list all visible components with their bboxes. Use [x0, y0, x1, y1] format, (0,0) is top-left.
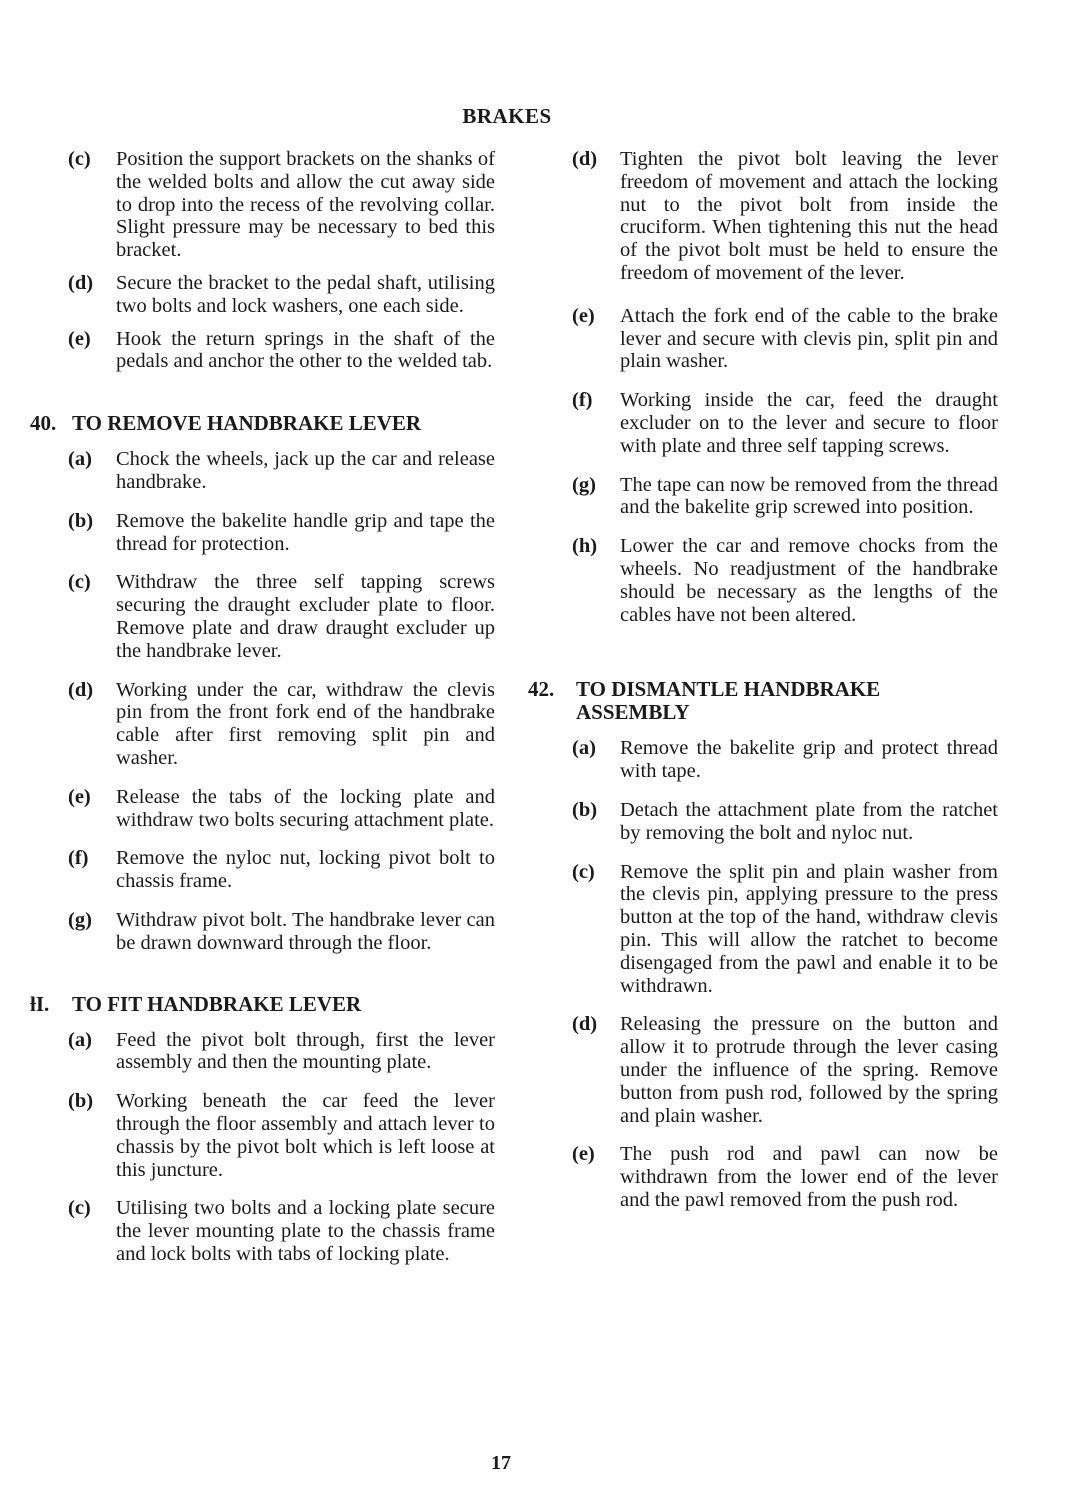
item-letter: (e): [68, 785, 91, 808]
item-text: Secure the bracket to the pedal shaft, utilising two bolts and lock washers, one each side.: [116, 271, 495, 317]
item-letter: (c): [572, 860, 595, 883]
list-item: [30, 571, 495, 662]
item-text: Detach the attachment plate from the ratchet by removing the bolt and nyloc nut.: [620, 798, 998, 844]
item-letter: (c): [68, 571, 91, 594]
list-item: [528, 1013, 998, 1127]
item-letter: (g): [68, 908, 92, 931]
section-title: TO DISMANTLE HANDBRAKE: [576, 677, 881, 702]
list-item: [30, 1197, 495, 1265]
item-letter: (d): [68, 271, 94, 294]
section-heading: [30, 993, 495, 1016]
section-title: TO FIT HANDBRAKE LEVER: [72, 991, 362, 1016]
item-letter: (h): [572, 535, 598, 558]
item-text: The tape can now be removed from the thread and the bakelite grip screwed into position.: [620, 473, 998, 519]
list-item: [30, 786, 495, 832]
item-letter: (f): [572, 389, 593, 412]
item-letter: (d): [572, 1013, 598, 1036]
section-title-continued: ASSEMBLY: [576, 700, 690, 725]
right-column: [528, 148, 998, 1212]
item-text: Position the support brackets on the shanks of the welded bolts and allow the cut away side to drop into the recess of the revolving collar. Slight pressure may be necessary to bed this bracket.: [116, 148, 495, 262]
list-item: [30, 679, 495, 770]
list-item: [528, 535, 998, 626]
list-item: [528, 474, 998, 520]
item-text: The push rod and pawl can now be withdrawn from the lower end of the lever and the pawl removed from the push rod.: [620, 1143, 998, 1211]
item-text: Release the tabs of the locking plate and withdraw two bolts securing attachment plate.: [116, 785, 495, 831]
item-text: Remove the split pin and plain washer from the clevis pin, applying pressure to the press button at the top of the hand, withdraw clevis pin. This will allow the ratchet to become disengaged from the pawl and enable it to be withdrawn.: [620, 860, 998, 997]
item-text: Remove the nyloc nut, locking pivot bolt to chassis frame.: [116, 847, 495, 893]
item-text: Remove the bakelite handle grip and tape the thread for protection.: [116, 509, 495, 555]
item-text: Feed the pivot bolt through, first the lever assembly and then the mounting plate.: [116, 1028, 495, 1074]
item-text: Utilising two bolts and a locking plate secure the lever mounting plate to the chassis frame and lock bolts with tabs of locking plate.: [116, 1197, 495, 1265]
item-text: Withdraw the three self tapping screws securing the draught excluder plate to floor. Remove plate and draw draught excluder up the handbrake lever.: [116, 571, 495, 662]
left-column: [30, 148, 495, 1266]
item-text: Tighten the pivot bolt leaving the lever freedom of movement and attach the locking nut to the pivot bolt from inside the cruciform. When tightening this nut the head of the pivot bolt must be held to ensure the freedom of movement of the lever.: [620, 148, 998, 284]
item-letter: (a): [68, 1028, 92, 1051]
list-item: [528, 148, 998, 285]
page-number: 17: [491, 1452, 511, 1474]
item-letter: (b): [572, 798, 598, 821]
item-text: Chock the wheels, jack up the car and release handbrake.: [116, 448, 495, 493]
item-letter: (d): [572, 148, 598, 170]
list-item: [30, 510, 495, 556]
list-item: [30, 328, 495, 374]
item-letter: (a): [68, 448, 92, 471]
list-item: [528, 389, 998, 457]
list-item: [528, 861, 998, 998]
running-head: BRAKES: [462, 104, 552, 128]
section-heading: [30, 412, 495, 435]
item-text: Working beneath the car feed the lever through the floor assembly and attach lever to chassis by the pivot bolt which is left loose at this juncture.: [116, 1090, 495, 1181]
item-text: Attach the fork end of the cable to the brake lever and secure with clevis pin, split pin and plain washer.: [620, 304, 998, 373]
item-letter: (b): [68, 1090, 94, 1113]
item-letter: (e): [572, 1143, 595, 1166]
item-text: Working inside the car, feed the draught excluder on to the lever and secure to floor with plate and three self tapping screws.: [620, 389, 998, 457]
item-letter: (a): [572, 737, 596, 760]
item-text: Withdraw pivot bolt. The handbrake lever can be drawn downward through the floor.: [116, 908, 495, 954]
item-text: Releasing the pressure on the button and allow it to protrude through the lever casing under the influence of the spring. Remove button from push rod, followed by the spring and plain washer.: [620, 1013, 998, 1127]
item-text: Remove the bakelite grip and protect thread with tape.: [620, 737, 998, 783]
list-item: [528, 305, 998, 373]
list-item: [30, 148, 495, 262]
list-item: [30, 909, 495, 955]
item-letter: (b): [68, 509, 94, 532]
section-heading: [528, 678, 998, 724]
section-number: 42.: [528, 677, 555, 702]
item-text: Working under the car, withdraw the clevis pin from the front fork end of the handbrake cable after first removing split pin and washer.: [116, 678, 495, 769]
item-text: Lower the car and remove chocks from the wheels. No readjustment of the handbrake should be necessary as the lengths of the cables have not been altered.: [620, 535, 998, 626]
item-letter: (e): [572, 304, 595, 327]
list-item: [528, 1143, 998, 1211]
list-item: [30, 1029, 495, 1075]
list-item: [528, 799, 998, 845]
list-item: [30, 1090, 495, 1181]
list-item: [30, 272, 495, 318]
list-item: [30, 847, 495, 893]
item-letter: (c): [68, 1197, 91, 1220]
list-item: [30, 448, 495, 494]
item-letter: (c): [68, 148, 91, 170]
section-number: ƚI.: [30, 991, 50, 1016]
item-letter: (d): [68, 678, 94, 701]
section-title: TO REMOVE HANDBRAKE LEVER: [72, 411, 422, 436]
list-item: [528, 737, 998, 783]
item-letter: (g): [572, 473, 596, 496]
item-text: Hook the return springs in the shaft of the pedals and anchor the other to the welded tab.: [116, 327, 495, 373]
item-letter: (f): [68, 847, 89, 870]
section-number: 40.: [30, 411, 57, 436]
item-letter: (e): [68, 327, 91, 350]
